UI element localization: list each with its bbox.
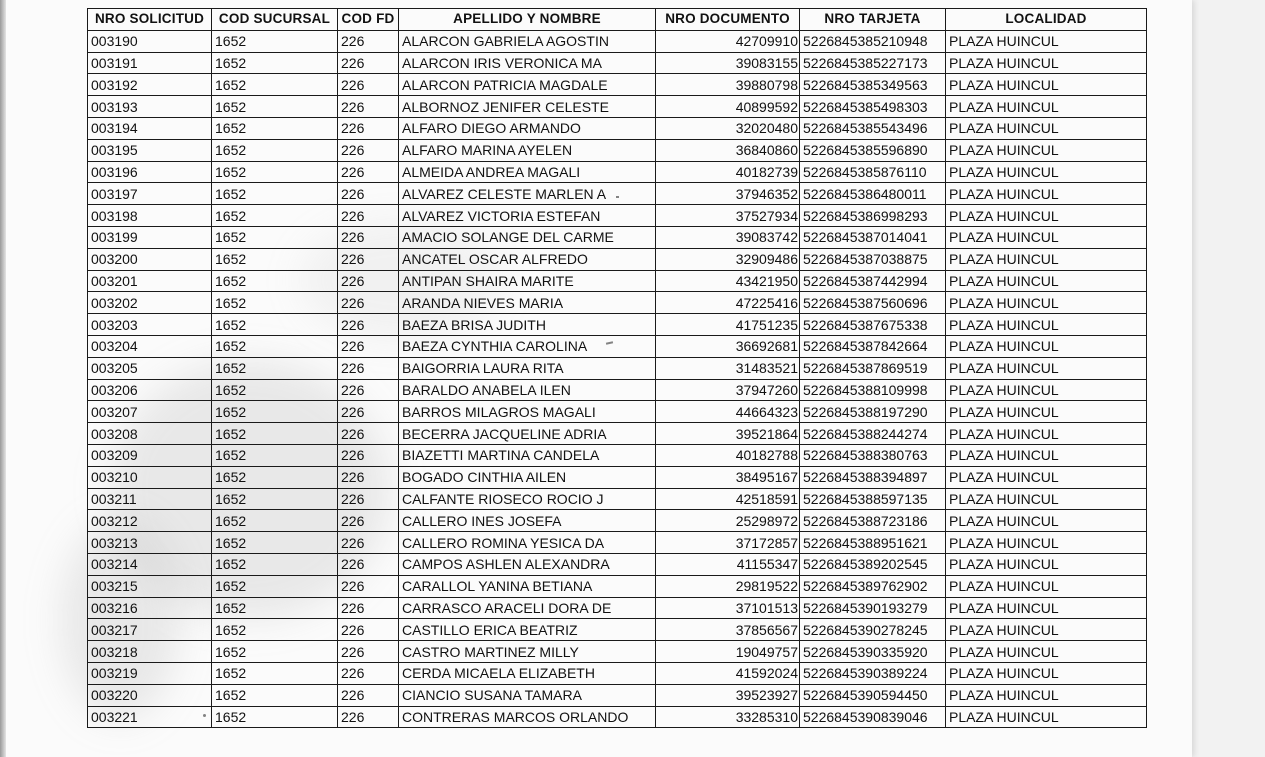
cell-nro-solicitud: 003211 xyxy=(88,488,212,510)
cell-localidad: PLAZA HUINCUL xyxy=(946,161,1147,183)
cell-cod-fd: 226 xyxy=(338,226,399,248)
cell-cod-sucursal: 1652 xyxy=(212,641,338,663)
cell-nro-solicitud: 003191 xyxy=(88,52,212,74)
cell-nro-tarjeta: 5226845387038875 xyxy=(800,248,946,270)
cell-nro-solicitud: 003196 xyxy=(88,161,212,183)
cell-cod-sucursal: 1652 xyxy=(212,74,338,96)
cell-nro-documento: 39880798 xyxy=(656,74,800,96)
cell-nro-documento: 37947260 xyxy=(656,379,800,401)
cell-apellido-nombre: CASTILLO ERICA BEATRIZ xyxy=(399,619,656,641)
cell-apellido-nombre: ALFARO MARINA AYELEN xyxy=(399,139,656,161)
cell-localidad: PLAZA HUINCUL xyxy=(946,52,1147,74)
table-body xyxy=(88,30,1147,728)
cell-nro-solicitud: 003209 xyxy=(88,444,212,466)
cell-nro-solicitud: 003194 xyxy=(88,117,212,139)
cell-nro-tarjeta: 5226845388109998 xyxy=(800,379,946,401)
cell-nro-solicitud: 003220 xyxy=(88,684,212,706)
cell-nro-solicitud: 003203 xyxy=(88,314,212,336)
cell-nro-documento: 43421950 xyxy=(656,270,800,292)
cell-nro-tarjeta: 5226845388197290 xyxy=(800,401,946,423)
table-row xyxy=(88,139,1147,161)
cell-localidad: PLAZA HUINCUL xyxy=(946,466,1147,488)
cell-cod-fd: 226 xyxy=(338,74,399,96)
table-row xyxy=(88,248,1147,270)
cell-nro-solicitud: 003199 xyxy=(88,226,212,248)
table-row xyxy=(88,641,1147,663)
cell-cod-sucursal: 1652 xyxy=(212,139,338,161)
table-row xyxy=(88,662,1147,684)
table-row xyxy=(88,706,1147,728)
cell-localidad: PLAZA HUINCUL xyxy=(946,270,1147,292)
cell-cod-fd: 226 xyxy=(338,423,399,445)
cell-cod-fd: 226 xyxy=(338,641,399,663)
header-apellido-nombre: APELLIDO Y NOMBRE xyxy=(399,9,656,31)
cell-nro-documento: 42518591 xyxy=(656,488,800,510)
table-row xyxy=(88,379,1147,401)
cell-cod-sucursal: 1652 xyxy=(212,117,338,139)
cell-nro-tarjeta: 5226845387014041 xyxy=(800,226,946,248)
header-nro-solicitud: NRO SOLICITUD xyxy=(88,9,212,31)
table-row xyxy=(88,292,1147,314)
cell-apellido-nombre: ALARCON IRIS VERONICA MA xyxy=(399,52,656,74)
cell-nro-solicitud: 003212 xyxy=(88,510,212,532)
cell-cod-sucursal: 1652 xyxy=(212,532,338,554)
cell-cod-fd: 226 xyxy=(338,248,399,270)
cell-nro-tarjeta: 5226845387442994 xyxy=(800,270,946,292)
table-row xyxy=(88,597,1147,619)
cell-nro-tarjeta: 5226845390278245 xyxy=(800,619,946,641)
cell-nro-documento: 40899592 xyxy=(656,96,800,118)
cell-cod-fd: 226 xyxy=(338,357,399,379)
cell-nro-documento: 36692681 xyxy=(656,335,800,357)
cell-cod-fd: 226 xyxy=(338,314,399,336)
cell-localidad: PLAZA HUINCUL xyxy=(946,357,1147,379)
cell-nro-documento: 44664323 xyxy=(656,401,800,423)
cell-nro-solicitud: 003205 xyxy=(88,357,212,379)
table-row xyxy=(88,205,1147,227)
table-row xyxy=(88,30,1147,52)
cell-nro-tarjeta: 5226845388597135 xyxy=(800,488,946,510)
cell-apellido-nombre: ANCATEL OSCAR ALFREDO xyxy=(399,248,656,270)
cell-nro-tarjeta: 5226845385210948 xyxy=(800,30,946,52)
cell-localidad: PLAZA HUINCUL xyxy=(946,248,1147,270)
cell-cod-sucursal: 1652 xyxy=(212,619,338,641)
cell-nro-solicitud: 003204 xyxy=(88,335,212,357)
cell-apellido-nombre: CARALLOL YANINA BETIANA xyxy=(399,575,656,597)
cell-cod-sucursal: 1652 xyxy=(212,466,338,488)
cell-nro-documento: 33285310 xyxy=(656,706,800,728)
cell-apellido-nombre: CONTRERAS MARCOS ORLANDO xyxy=(399,706,656,728)
cell-cod-sucursal: 1652 xyxy=(212,379,338,401)
cell-apellido-nombre: CASTRO MARTINEZ MILLY xyxy=(399,641,656,663)
cell-localidad: PLAZA HUINCUL xyxy=(946,379,1147,401)
cell-localidad: PLAZA HUINCUL xyxy=(946,444,1147,466)
table-row xyxy=(88,117,1147,139)
cell-cod-sucursal: 1652 xyxy=(212,205,338,227)
cell-apellido-nombre: ANTIPAN SHAIRA MARITE xyxy=(399,270,656,292)
cell-apellido-nombre: BOGADO CINTHIA AILEN xyxy=(399,466,656,488)
cell-apellido-nombre: ALBORNOZ JENIFER CELESTE xyxy=(399,96,656,118)
cell-nro-documento: 39523927 xyxy=(656,684,800,706)
cell-localidad: PLAZA HUINCUL xyxy=(946,117,1147,139)
cell-nro-solicitud: 003200 xyxy=(88,248,212,270)
cell-cod-fd: 226 xyxy=(338,706,399,728)
cell-apellido-nombre: AMACIO SOLANGE DEL CARME xyxy=(399,226,656,248)
cell-localidad: PLAZA HUINCUL xyxy=(946,488,1147,510)
cell-nro-tarjeta: 5226845386480011 xyxy=(800,183,946,205)
cell-nro-tarjeta: 5226845385543496 xyxy=(800,117,946,139)
cell-localidad: PLAZA HUINCUL xyxy=(946,139,1147,161)
cell-cod-fd: 226 xyxy=(338,662,399,684)
cell-cod-sucursal: 1652 xyxy=(212,161,338,183)
cell-localidad: PLAZA HUINCUL xyxy=(946,183,1147,205)
cell-apellido-nombre: BECERRA JACQUELINE ADRIA xyxy=(399,423,656,445)
cell-nro-tarjeta: 5226845390389224 xyxy=(800,662,946,684)
cell-apellido-nombre: ALARCON GABRIELA AGOSTIN xyxy=(399,30,656,52)
table-row xyxy=(88,270,1147,292)
cell-nro-solicitud: 003210 xyxy=(88,466,212,488)
cell-apellido-nombre: BARALDO ANABELA ILEN xyxy=(399,379,656,401)
cell-cod-fd: 226 xyxy=(338,510,399,532)
cell-nro-documento: 38495167 xyxy=(656,466,800,488)
cell-cod-fd: 226 xyxy=(338,96,399,118)
cell-nro-tarjeta: 5226845388723186 xyxy=(800,510,946,532)
cell-nro-solicitud: 003213 xyxy=(88,532,212,554)
cell-localidad: PLAZA HUINCUL xyxy=(946,226,1147,248)
cell-nro-documento: 32909486 xyxy=(656,248,800,270)
cell-nro-solicitud: 003202 xyxy=(88,292,212,314)
cell-nro-documento: 32020480 xyxy=(656,117,800,139)
cell-localidad: PLAZA HUINCUL xyxy=(946,74,1147,96)
cell-nro-solicitud: 003197 xyxy=(88,183,212,205)
cell-nro-solicitud: 003207 xyxy=(88,401,212,423)
cell-apellido-nombre: BAEZA CYNTHIA CAROLINA xyxy=(399,335,656,357)
cell-nro-solicitud: 003193 xyxy=(88,96,212,118)
cell-apellido-nombre: BAIGORRIA LAURA RITA xyxy=(399,357,656,379)
cell-apellido-nombre: ARANDA NIEVES MARIA xyxy=(399,292,656,314)
cell-cod-fd: 226 xyxy=(338,183,399,205)
cell-nro-documento: 41155347 xyxy=(656,553,800,575)
cell-apellido-nombre: ALARCON PATRICIA MAGDALE xyxy=(399,74,656,96)
cell-nro-solicitud: 003216 xyxy=(88,597,212,619)
cell-nro-tarjeta: 5226845385876110 xyxy=(800,161,946,183)
cell-apellido-nombre: CIANCIO SUSANA TAMARA xyxy=(399,684,656,706)
cell-cod-fd: 226 xyxy=(338,161,399,183)
cell-apellido-nombre: CALLERO INES JOSEFA xyxy=(399,510,656,532)
cell-nro-solicitud: 003219 xyxy=(88,662,212,684)
cell-apellido-nombre: BARROS MILAGROS MAGALI xyxy=(399,401,656,423)
cell-cod-sucursal: 1652 xyxy=(212,292,338,314)
header-cod-sucursal: COD SUCURSAL xyxy=(212,9,338,31)
table-header-row xyxy=(88,9,1147,31)
cell-cod-fd: 226 xyxy=(338,30,399,52)
cell-cod-fd: 226 xyxy=(338,292,399,314)
cell-cod-sucursal: 1652 xyxy=(212,510,338,532)
cell-localidad: PLAZA HUINCUL xyxy=(946,335,1147,357)
cell-cod-sucursal: 1652 xyxy=(212,597,338,619)
table-row xyxy=(88,684,1147,706)
cell-cod-sucursal: 1652 xyxy=(212,444,338,466)
cell-nro-tarjeta: 5226845387560696 xyxy=(800,292,946,314)
cell-nro-tarjeta: 5226845388951621 xyxy=(800,532,946,554)
cell-cod-fd: 226 xyxy=(338,52,399,74)
header-nro-documento: NRO DOCUMENTO xyxy=(656,9,800,31)
cell-nro-tarjeta: 5226845387869519 xyxy=(800,357,946,379)
page-edge-shadow xyxy=(0,0,6,757)
table-row xyxy=(88,423,1147,445)
table-row xyxy=(88,488,1147,510)
cell-nro-documento: 25298972 xyxy=(656,510,800,532)
cell-apellido-nombre: ALFARO DIEGO ARMANDO xyxy=(399,117,656,139)
stray-mark xyxy=(203,714,206,717)
cell-nro-tarjeta: 5226845388394897 xyxy=(800,466,946,488)
cell-nro-documento: 37946352 xyxy=(656,183,800,205)
cell-nro-solicitud: 003201 xyxy=(88,270,212,292)
cell-nro-documento: 39521864 xyxy=(656,423,800,445)
table-row xyxy=(88,619,1147,641)
cell-cod-sucursal: 1652 xyxy=(212,553,338,575)
cell-cod-sucursal: 1652 xyxy=(212,684,338,706)
cell-apellido-nombre: BAEZA BRISA JUDITH xyxy=(399,314,656,336)
cell-nro-documento: 37172857 xyxy=(656,532,800,554)
cell-nro-tarjeta: 5226845386998293 xyxy=(800,205,946,227)
table-row xyxy=(88,466,1147,488)
cell-nro-documento: 39083742 xyxy=(656,226,800,248)
cell-cod-fd: 226 xyxy=(338,619,399,641)
cell-cod-fd: 226 xyxy=(338,575,399,597)
cell-localidad: PLAZA HUINCUL xyxy=(946,706,1147,728)
cell-nro-documento: 31483521 xyxy=(656,357,800,379)
cell-cod-fd: 226 xyxy=(338,597,399,619)
cell-nro-documento: 29819522 xyxy=(656,575,800,597)
cell-cod-sucursal: 1652 xyxy=(212,52,338,74)
cell-cod-fd: 226 xyxy=(338,466,399,488)
cell-apellido-nombre: BIAZETTI MARTINA CANDELA xyxy=(399,444,656,466)
cell-localidad: PLAZA HUINCUL xyxy=(946,401,1147,423)
cell-cod-sucursal: 1652 xyxy=(212,706,338,728)
cell-cod-sucursal: 1652 xyxy=(212,423,338,445)
cell-localidad: PLAZA HUINCUL xyxy=(946,662,1147,684)
cell-nro-tarjeta: 5226845389202545 xyxy=(800,553,946,575)
cell-cod-fd: 226 xyxy=(338,139,399,161)
cell-cod-sucursal: 1652 xyxy=(212,575,338,597)
cell-apellido-nombre: ALVAREZ CELESTE MARLEN A xyxy=(399,183,656,205)
cell-nro-solicitud: 003215 xyxy=(88,575,212,597)
cell-nro-tarjeta: 5226845385227173 xyxy=(800,52,946,74)
cell-nro-tarjeta: 5226845385349563 xyxy=(800,74,946,96)
cell-nro-documento: 41592024 xyxy=(656,662,800,684)
cell-apellido-nombre: ALVAREZ VICTORIA ESTEFAN xyxy=(399,205,656,227)
solicitudes-table xyxy=(87,8,1147,728)
cell-nro-solicitud: 003198 xyxy=(88,205,212,227)
cell-nro-tarjeta: 5226845387675338 xyxy=(800,314,946,336)
cell-localidad: PLAZA HUINCUL xyxy=(946,314,1147,336)
cell-localidad: PLAZA HUINCUL xyxy=(946,205,1147,227)
cell-cod-sucursal: 1652 xyxy=(212,30,338,52)
cell-apellido-nombre: CALLERO ROMINA YESICA DA xyxy=(399,532,656,554)
header-localidad: LOCALIDAD xyxy=(946,9,1147,31)
cell-nro-tarjeta: 5226845390193279 xyxy=(800,597,946,619)
table-row xyxy=(88,335,1147,357)
stray-mark xyxy=(616,196,619,198)
cell-apellido-nombre: ALMEIDA ANDREA MAGALI xyxy=(399,161,656,183)
cell-nro-tarjeta: 5226845390335920 xyxy=(800,641,946,663)
cell-nro-documento: 37101513 xyxy=(656,597,800,619)
cell-cod-fd: 226 xyxy=(338,684,399,706)
cell-nro-solicitud: 003214 xyxy=(88,553,212,575)
table-row xyxy=(88,357,1147,379)
cell-cod-sucursal: 1652 xyxy=(212,335,338,357)
cell-nro-documento: 19049757 xyxy=(656,641,800,663)
cell-nro-solicitud: 003218 xyxy=(88,641,212,663)
cell-cod-sucursal: 1652 xyxy=(212,357,338,379)
table-row xyxy=(88,183,1147,205)
cell-nro-tarjeta: 5226845388244274 xyxy=(800,423,946,445)
cell-cod-sucursal: 1652 xyxy=(212,96,338,118)
cell-nro-solicitud: 003192 xyxy=(88,74,212,96)
cell-localidad: PLAZA HUINCUL xyxy=(946,553,1147,575)
cell-localidad: PLAZA HUINCUL xyxy=(946,575,1147,597)
cell-nro-tarjeta: 5226845389762902 xyxy=(800,575,946,597)
cell-apellido-nombre: CAMPOS ASHLEN ALEXANDRA xyxy=(399,553,656,575)
table-row xyxy=(88,52,1147,74)
table-row xyxy=(88,532,1147,554)
cell-nro-documento: 40182739 xyxy=(656,161,800,183)
cell-cod-sucursal: 1652 xyxy=(212,270,338,292)
cell-cod-sucursal: 1652 xyxy=(212,314,338,336)
cell-localidad: PLAZA HUINCUL xyxy=(946,96,1147,118)
cell-nro-documento: 41751235 xyxy=(656,314,800,336)
cell-nro-solicitud: 003221 xyxy=(88,706,212,728)
table-row xyxy=(88,96,1147,118)
cell-cod-fd: 226 xyxy=(338,488,399,510)
cell-cod-sucursal: 1652 xyxy=(212,183,338,205)
cell-cod-fd: 226 xyxy=(338,117,399,139)
cell-nro-solicitud: 003195 xyxy=(88,139,212,161)
cell-nro-tarjeta: 5226845385498303 xyxy=(800,96,946,118)
cell-localidad: PLAZA HUINCUL xyxy=(946,510,1147,532)
cell-nro-tarjeta: 5226845390594450 xyxy=(800,684,946,706)
cell-cod-fd: 226 xyxy=(338,379,399,401)
table-row xyxy=(88,444,1147,466)
cell-localidad: PLAZA HUINCUL xyxy=(946,532,1147,554)
table-row xyxy=(88,401,1147,423)
cell-apellido-nombre: CALFANTE RIOSECO ROCIO J xyxy=(399,488,656,510)
cell-apellido-nombre: CARRASCO ARACELI DORA DE xyxy=(399,597,656,619)
cell-localidad: PLAZA HUINCUL xyxy=(946,684,1147,706)
cell-cod-fd: 226 xyxy=(338,401,399,423)
table-row xyxy=(88,74,1147,96)
table-row xyxy=(88,314,1147,336)
cell-nro-documento: 36840860 xyxy=(656,139,800,161)
cell-nro-solicitud: 003206 xyxy=(88,379,212,401)
cell-nro-solicitud: 003217 xyxy=(88,619,212,641)
cell-nro-tarjeta: 5226845385596890 xyxy=(800,139,946,161)
cell-cod-fd: 226 xyxy=(338,553,399,575)
cell-nro-documento: 40182788 xyxy=(656,444,800,466)
cell-localidad: PLAZA HUINCUL xyxy=(946,423,1147,445)
header-nro-tarjeta: NRO TARJETA xyxy=(800,9,946,31)
cell-localidad: PLAZA HUINCUL xyxy=(946,597,1147,619)
cell-cod-sucursal: 1652 xyxy=(212,226,338,248)
cell-cod-sucursal: 1652 xyxy=(212,662,338,684)
cell-nro-documento: 47225416 xyxy=(656,292,800,314)
table-row xyxy=(88,510,1147,532)
header-cod-fd: COD FD xyxy=(338,9,399,31)
cell-nro-tarjeta: 5226845387842664 xyxy=(800,335,946,357)
cell-nro-solicitud: 003190 xyxy=(88,30,212,52)
table-row xyxy=(88,161,1147,183)
table-row xyxy=(88,553,1147,575)
cell-cod-fd: 226 xyxy=(338,444,399,466)
cell-nro-solicitud: 003208 xyxy=(88,423,212,445)
cell-cod-fd: 226 xyxy=(338,532,399,554)
table-row xyxy=(88,226,1147,248)
cell-nro-tarjeta: 5226845388380763 xyxy=(800,444,946,466)
cell-localidad: PLAZA HUINCUL xyxy=(946,641,1147,663)
cell-cod-fd: 226 xyxy=(338,205,399,227)
cell-cod-sucursal: 1652 xyxy=(212,401,338,423)
cell-nro-tarjeta: 5226845390839046 xyxy=(800,706,946,728)
cell-localidad: PLAZA HUINCUL xyxy=(946,619,1147,641)
cell-nro-documento: 37527934 xyxy=(656,205,800,227)
cell-nro-documento: 37856567 xyxy=(656,619,800,641)
cell-nro-documento: 39083155 xyxy=(656,52,800,74)
table-row xyxy=(88,575,1147,597)
cell-cod-sucursal: 1652 xyxy=(212,488,338,510)
cell-localidad: PLAZA HUINCUL xyxy=(946,30,1147,52)
cell-apellido-nombre: CERDA MICAELA ELIZABETH xyxy=(399,662,656,684)
cell-localidad: PLAZA HUINCUL xyxy=(946,292,1147,314)
cell-cod-fd: 226 xyxy=(338,335,399,357)
cell-nro-documento: 42709910 xyxy=(656,30,800,52)
cell-cod-sucursal: 1652 xyxy=(212,248,338,270)
cell-cod-fd: 226 xyxy=(338,270,399,292)
